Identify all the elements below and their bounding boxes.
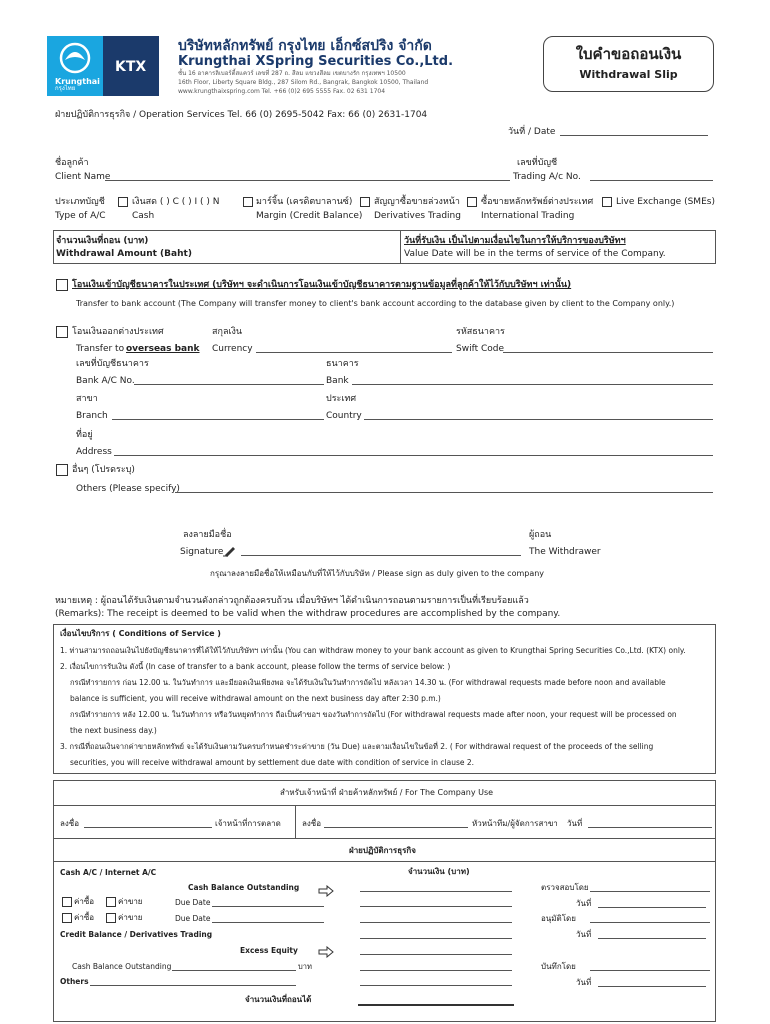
approved-date-field[interactable]: [598, 938, 706, 939]
remarks-th: หมายเหตุ : ผู้ถอนได้รับเงินตามจำนวนดังกล่าวถูกต้องครบถ้วน เมื่อบริษัทฯ ได้ดำเนินการถอนตามรายการเป็นที่เรียบร้อยแล้ว: [55, 596, 529, 606]
due-date-label-1: Due Date: [175, 898, 211, 907]
sell-checkbox-1[interactable]: [106, 897, 116, 907]
operation-services-line: ฝ่ายปฏิบัติการธุรกิจ / Operation Services Tel. 66 (0) 2695-5042 Fax: 66 (0) 2631-1704: [55, 110, 428, 120]
office-sign2-field[interactable]: [324, 827, 468, 828]
cash-bal-amount-field[interactable]: [360, 891, 512, 892]
withdraw-amount-label: จำนวนเงินที่ถอนได้: [245, 995, 312, 1004]
domestic-transfer-en: Transfer to bank account (The Company will transfer money to client's bank account according to the database given by client to the Company only.): [76, 299, 675, 308]
withdrawer-th: ผู้ถอน: [529, 530, 552, 540]
client-name-field[interactable]: [105, 180, 510, 181]
approved-by-field[interactable]: [590, 922, 710, 923]
ac-type-cash-th: เงินสด ( ) C ( ) I ( ) N: [132, 197, 220, 207]
condition-line-3: กรณีทำรายการ ก่อน 12.00 น. ในวันทำการ และมียอดเงินเพียงพอ จะได้รับเงินในวันทำการถัดไป หลังเวลา 14.30 น. (For withdrawal requests made before noon and available: [70, 678, 666, 687]
baht-label: บาท: [298, 962, 312, 971]
currency-en: Currency: [212, 344, 253, 354]
form-title-th: ใบคำขอถอนเงิน: [575, 45, 682, 63]
value-date-th: วันที่รับเงิน เป็นไปตามเงื่อนไขในการให้บริการของบริษัทฯ: [404, 236, 626, 246]
type-ac-en: Type of A/C: [55, 211, 106, 221]
type-ac-th: ประเภทบัญชี: [55, 197, 105, 207]
office-role2: หัวหน้าทีม/ผู้จัดการสาขา: [472, 819, 558, 828]
others-amount-field[interactable]: [360, 985, 512, 986]
live-exchange-checkbox[interactable]: [602, 197, 612, 207]
international-checkbox[interactable]: [467, 197, 477, 207]
overseas-transfer-th: โอนเงินออกต่างประเทศ: [72, 327, 164, 337]
conditions-title: เงื่อนไขบริการ ( Conditions of Service ): [60, 629, 221, 638]
checked-by-field[interactable]: [590, 891, 710, 892]
domestic-transfer-checkbox[interactable]: [56, 279, 68, 291]
others-checkbox[interactable]: [56, 464, 68, 476]
sell-label-2: ค่าขาย: [118, 913, 143, 922]
address-en: 16th Floor, Liberty Square Bldg., 287 Silom Rd., Bangrak, Bangkok 10500, Thailand: [178, 79, 429, 86]
others-en: Others (Please specify): [76, 484, 180, 494]
bank-en: Bank: [326, 376, 349, 386]
ac-type-margin-en: Margin (Credit Balance): [256, 211, 363, 221]
branch-en: Branch: [76, 411, 108, 421]
client-name-en: Client Name: [55, 172, 111, 182]
ac-type-derivatives-en: Derivatives Trading: [374, 211, 461, 221]
remarks-en: (Remarks): The receipt is deemed to be valid when the withdraw procedures are accomplished by the company.: [55, 609, 561, 619]
ac-type-derivatives-th: สัญญาซื้อขายล่วงหน้า: [374, 197, 460, 207]
ktx-logo: [103, 36, 159, 96]
others-field[interactable]: [175, 492, 713, 493]
client-name-th: ชื่อลูกค้า: [55, 158, 89, 168]
swift-en: Swift Code: [456, 344, 505, 354]
ac-type-live-exchange: Live Exchange (SMEs): [616, 197, 715, 207]
bank-ac-field[interactable]: [134, 384, 324, 385]
due-date-field-1[interactable]: [212, 906, 324, 907]
trading-ac-field[interactable]: [590, 180, 713, 181]
buy-checkbox-2[interactable]: [62, 913, 72, 923]
signature-note: กรุณาลงลายมือชื่อให้เหมือนกับที่ให้ไว้กับบริษัท / Please sign as duly given to the company: [210, 569, 545, 578]
trading-ac-en: Trading A/c No.: [513, 172, 581, 182]
overseas-transfer-en-b: overseas bank: [126, 344, 200, 354]
overseas-transfer-en-a: Transfer to: [76, 344, 125, 354]
contact-line: www.krungthaixspring.com Tel. +66 (0)2 695 5555 Fax. 02 631 1704: [178, 88, 386, 95]
office-divider-1: [53, 805, 715, 806]
domestic-transfer-th: โอนเงินเข้าบัญชีธนาคารในประเทศ (บริษัทฯ จะดำเนินการโอนเงินเข้าบัญชีธนาคารตามฐานข้อมูลที่ลูกค้าให้ไว้กับบริษัทฯ เท่านั้น): [72, 280, 572, 290]
address-th: ชั้น 16 อาคารลิเบอร์ตี้สแควร์ เลขที่ 287 ถ. สีลม แขวงสีลม เขตบางรัก กรุงเทพฯ 10500: [178, 70, 406, 77]
signature-en: Signature: [180, 547, 224, 557]
condition-line-2: 2. เงื่อนไขการรับเงิน ดังนี้ (In case of transfer to a bank account, please follow the terms of service below: ): [60, 662, 451, 671]
bank-ac-th: เลขที่บัญชีธนาคาร: [76, 359, 149, 369]
logo-krungthai-text: Krungthai: [55, 77, 100, 86]
office-sign1: ลงชื่อ: [60, 819, 80, 828]
overseas-transfer-checkbox[interactable]: [56, 326, 68, 338]
address-label-en: Address: [76, 447, 112, 457]
others-office-field[interactable]: [90, 985, 296, 986]
cash-checkbox[interactable]: [118, 197, 128, 207]
krungthai-bird-icon: [47, 38, 103, 76]
logo-krungthai-sub: กรุงไทย: [55, 85, 76, 92]
logo-ktx-text: KTX: [115, 59, 147, 75]
country-en: Country: [326, 411, 362, 421]
krungthai-logo: [47, 36, 103, 96]
cash-bal-out2-field[interactable]: [172, 970, 296, 971]
bank-ac-en: Bank A/C No.: [76, 376, 135, 386]
branch-th: สาขา: [76, 394, 98, 404]
condition-line-6: the next business day.): [70, 726, 157, 735]
country-th: ประเทศ: [326, 394, 357, 404]
others-th: อื่นๆ (โปรดระบุ): [72, 465, 135, 475]
recorded-date-label: วันที่: [576, 978, 592, 987]
address-label-th: ที่อยู่: [76, 430, 93, 440]
currency-th: สกุลเงิน: [212, 327, 243, 337]
condition-line-4: balance is sufficient, you will receive withdrawal amount on the next business day after 2:30 p.m.): [70, 694, 441, 703]
amount-divider: [400, 230, 401, 263]
cash-ac-label: Cash A/C / Internet A/C: [60, 868, 157, 877]
checked-date-label: วันที่: [576, 899, 592, 908]
buy-label-2: ค่าซื้อ: [74, 913, 95, 922]
due-date-label-2: Due Date: [175, 914, 211, 923]
condition-line-8: securities, you will receive withdrawal amount by settlement due date with condition of service in clause 2.: [70, 758, 475, 767]
ac-type-international-en: International Trading: [481, 211, 575, 221]
address-field[interactable]: [114, 455, 713, 456]
recorded-by-label: บันทึกโดย: [541, 962, 576, 971]
arrow-right-icon-2: [318, 946, 334, 958]
due-date-field-2[interactable]: [212, 922, 324, 923]
branch-field[interactable]: [112, 419, 324, 420]
swift-th: รหัสธนาคาร: [456, 327, 505, 337]
ac-type-margin-th: มาร์จิ้น (เครดิตบาลานซ์): [256, 197, 353, 207]
approved-by-label: อนุมัติโดย: [541, 914, 576, 923]
buy-sell-amount-field-1[interactable]: [360, 906, 512, 907]
currency-field[interactable]: [256, 352, 452, 353]
signature-field[interactable]: [241, 555, 521, 556]
approved-date-label: วันที่: [576, 930, 592, 939]
date-label: วันที่ / Date: [508, 127, 556, 137]
others-office-label: Others: [60, 977, 89, 986]
sell-checkbox-2[interactable]: [106, 913, 116, 923]
condition-line-7: 3. กรณีที่ถอนเงินจากค่าขายหลักทรัพย์ จะได้รับเงินตามวันครบกำหนดชำระค่าขาย (วัน Due) และตามเงื่อนไขในข้อที่ 2. ( For withdrawal request of the proceeds of the selling: [60, 742, 654, 751]
checked-date-field[interactable]: [598, 907, 706, 908]
arrow-right-icon: [318, 885, 334, 897]
form-title-en: Withdrawal Slip: [579, 68, 678, 81]
credit-amount-field[interactable]: [360, 938, 512, 939]
ac-type-international-th: ซื้อขายหลักทรัพย์ต่างประเทศ: [481, 197, 594, 207]
ac-type-cash-en: Cash: [132, 211, 155, 221]
cash-bal-out2-label: Cash Balance Outstanding: [72, 962, 172, 971]
buy-checkbox-1[interactable]: [62, 897, 72, 907]
margin-checkbox[interactable]: [243, 197, 253, 207]
company-name-th: บริษัทหลักทรัพย์ กรุงไทย เอ็กซ์สปริง จำกัด: [178, 38, 432, 54]
excess-equity-label: Excess Equity: [240, 946, 298, 955]
office-title: สำหรับเจ้าหน้าที่ ฝ่ายค้าหลักทรัพย์ / For The Company Use: [280, 788, 494, 797]
amount-label-th: จำนวนเงินที่ถอน (บาท): [56, 236, 149, 246]
cash-bal-out-label: Cash Balance Outstanding: [188, 883, 300, 892]
buy-label-1: ค่าซื้อ: [74, 897, 95, 906]
office-role1: เจ้าหน้าที่การตลาด: [215, 819, 281, 828]
date-field[interactable]: [560, 135, 708, 136]
amount-label-en: Withdrawal Amount (Baht): [56, 249, 192, 259]
trading-ac-th: เลขที่บัญชี: [517, 158, 558, 168]
cash-bal-out2-amount-field[interactable]: [360, 970, 512, 971]
office-sign1-field[interactable]: [84, 827, 212, 828]
conditions-box: [53, 624, 716, 774]
buy-sell-amount-field-2[interactable]: [360, 922, 512, 923]
bank-field[interactable]: [352, 384, 713, 385]
signature-th: ลงลายมือชื่อ: [183, 530, 232, 540]
ops-title: ฝ่ายปฏิบัติการธุรกิจ: [349, 846, 416, 855]
withdrawer-en: The Withdrawer: [529, 547, 601, 557]
recorded-by-field[interactable]: [590, 970, 710, 971]
swift-field[interactable]: [503, 352, 713, 353]
office-divider-v: [295, 805, 296, 838]
office-date: วันที่: [567, 819, 583, 828]
office-divider-3: [53, 861, 715, 862]
condition-line-5: กรณีทำรายการ หลัง 12.00 น. ในวันทำการ หรือวันหยุดทำการ ถือเป็นคำขอฯ ของวันทำการถัดไป (For withdrawal requests made after noon, your request will be processed on: [70, 710, 677, 719]
condition-line-1: 1. ท่านสามารถถอนเงินไปยังบัญชีธนาคารที่ได้ให้ไว้กับบริษัทฯ เท่านั้น (You can withdraw money to your bank account as given to Krungthai Spring Securities Co.,Ltd. (KTX) only.: [60, 646, 686, 655]
recorded-date-field[interactable]: [598, 986, 706, 987]
excess-amount-field[interactable]: [360, 954, 512, 955]
checked-by-label: ตรวจสอบโดย: [541, 883, 589, 892]
amount-col-label: จำนวนเงิน (บาท): [408, 867, 470, 876]
company-name-en: Krungthai XSpring Securities Co.,Ltd.: [178, 54, 454, 69]
derivatives-checkbox[interactable]: [360, 197, 370, 207]
office-date-field[interactable]: [588, 827, 712, 828]
form-title-box: [543, 36, 714, 92]
office-divider-2: [53, 838, 715, 839]
office-sign2: ลงชื่อ: [302, 819, 322, 828]
sell-label-1: ค่าขาย: [118, 897, 143, 906]
value-date-en: Value Date will be in the terms of service of the Company.: [404, 249, 666, 259]
withdraw-amount-field[interactable]: [358, 1004, 514, 1006]
pen-icon: [223, 545, 237, 557]
bank-th: ธนาคาร: [326, 359, 359, 369]
country-field[interactable]: [364, 419, 713, 420]
credit-deriv-label: Credit Balance / Derivatives Trading: [60, 930, 213, 939]
